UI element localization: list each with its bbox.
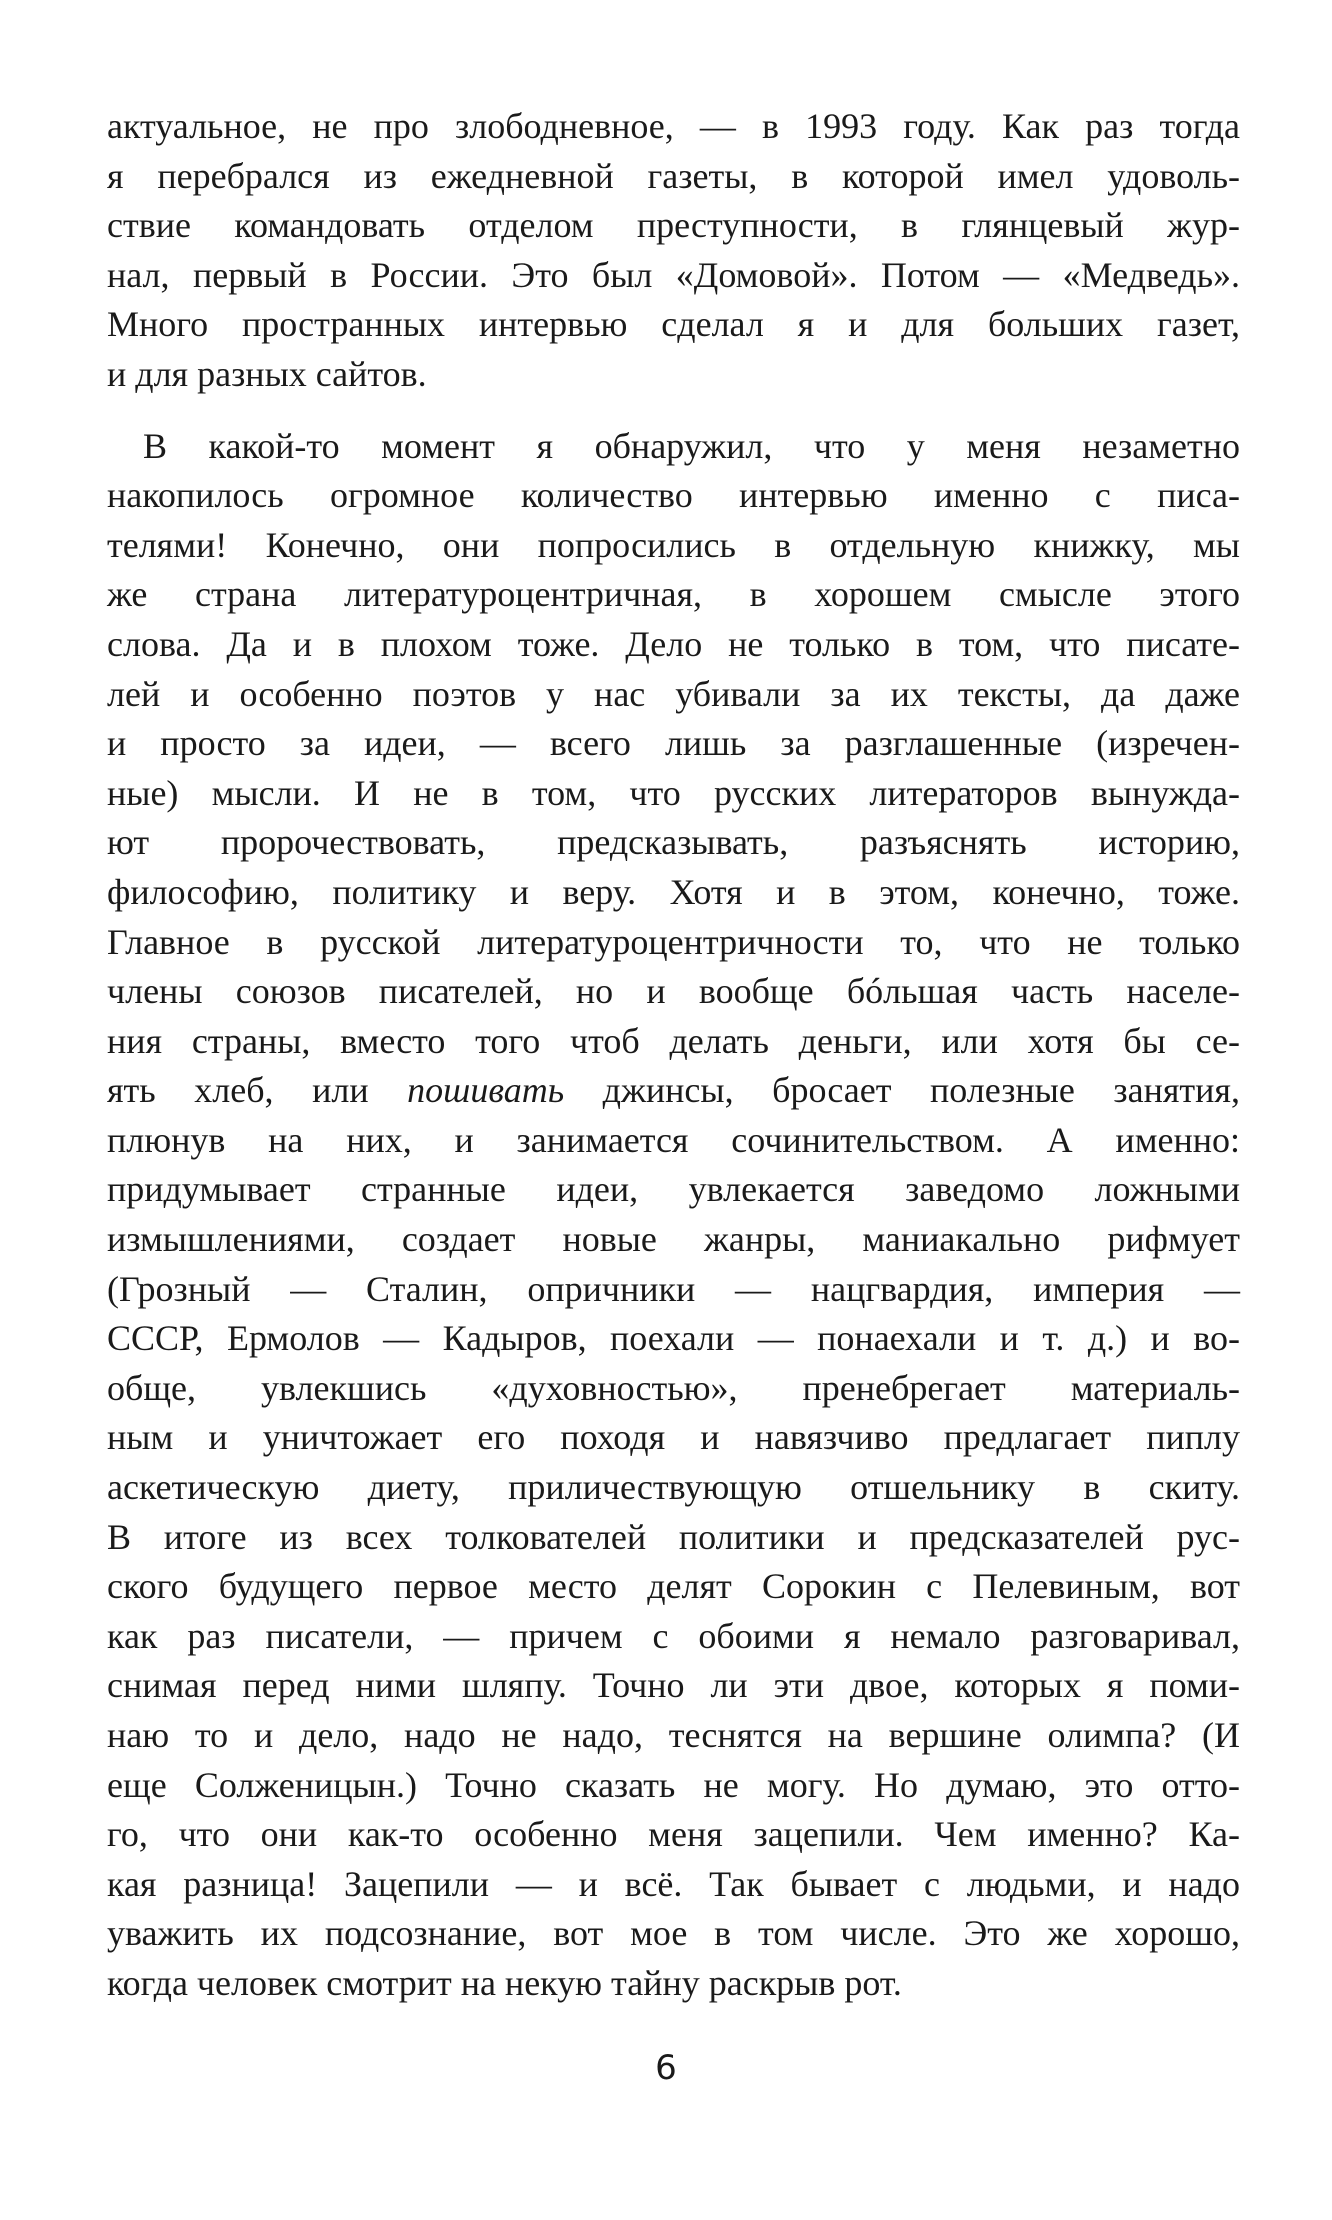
text-line: телями! Конечно, они попросились в отдельную книжку, мы (107, 524, 1240, 565)
text-line: наю то и дело, надо не надо, теснятся на вершине олимпа? (И (107, 1715, 1240, 1755)
text-line: актуальное, не про злободневное, — в 1993 году. Как раз тогда (107, 106, 1240, 146)
text-line: кая разница! Зацепили — и всё. Так бывает с людьми, и надо (107, 1863, 1240, 1904)
text-line: Много пространных интервью сделал я и для больших газет, (107, 304, 1240, 345)
text-line: лей и особенно поэтов у нас убивали за их тексты, да даже (107, 673, 1240, 714)
text-line: аскетическую диету, приличествующую отшельнику в скиту. (107, 1467, 1240, 1508)
text-line: ные) мысли. И не в том, что русских литераторов вынужда- (107, 772, 1240, 813)
text-line: слова. Да и в плохом тоже. Дело не только в том, что писате- (107, 623, 1240, 664)
text-line: СССР, Ермолов — Кадыров, поехали — понаехали и т. д.) и во- (107, 1318, 1240, 1359)
text-line: ять хлеб, или пошивать джинсы, бросает полезные занятия, (107, 1070, 1240, 1111)
paragraph (107, 102, 1240, 400)
text-line: ского будущего первое место делят Сорокин с Пелевиным, вот (107, 1566, 1240, 1607)
text-line: еще Солженицын.) Точно сказать не могу. Но думаю, это отто- (107, 1764, 1240, 1805)
text-line: В какой-то момент я обнаружил, что у меня незаметно (143, 425, 1240, 466)
text-line: ют пророчествовать, предсказывать, разъяснять историю, (107, 822, 1240, 863)
text-line: ным и уничтожает его походя и навязчиво предлагает пиплу (107, 1417, 1240, 1458)
text-line: (Грозный — Сталин, опричники — нацгвардия, империя — (107, 1268, 1240, 1309)
text-line: уважить их подсознание, вот мое в том числе. Это же хорошо, (107, 1913, 1240, 1954)
body-text (107, 102, 1240, 2009)
text-line: философию, политику и веру. Хотя и в этом, конечно, тоже. (107, 871, 1240, 912)
text-line: нал, первый в России. Это был «Домовой». Потом — «Медведь». (107, 254, 1240, 295)
text-line: и просто за идеи, — всего лишь за разглашенные (изречен- (107, 723, 1240, 764)
text-line: го, что они как-то особенно меня зацепили. Чем именно? Ка- (107, 1814, 1240, 1855)
text-line: накопилось огромное количество интервью именно с писа- (107, 475, 1240, 516)
emphasized-word: пошивать (407, 1070, 565, 1111)
text-line: В итоге из всех толкователей политики и предсказателей рус- (107, 1516, 1240, 1557)
paragraph-gap (107, 400, 1240, 422)
text-line: я перебрался из ежедневной газеты, в которой имел удоволь- (107, 155, 1240, 196)
text-line: придумывает странные идеи, увлекается заведомо ложными (107, 1169, 1240, 1210)
text-line: и для разных сайтов. (107, 353, 427, 394)
text-line: как раз писатели, — причем с обоими я немало разговаривал, (107, 1615, 1240, 1656)
text-line: когда человек смотрит на некую тайну раскрыв рот. (107, 1962, 902, 2003)
text-line: снимая перед ними шляпу. Точно ли эти двое, которых я поми- (107, 1665, 1240, 1706)
paragraph (107, 422, 1240, 2009)
text-line: Главное в русской литературоцентричности то, что не только (107, 921, 1240, 962)
text-line: же страна литературоцентричная, в хорошем смысле этого (107, 574, 1240, 615)
text-line: члены союзов писателей, но и вообще бóльшая часть населе- (107, 971, 1240, 1012)
page-number: 6 (655, 2048, 677, 2088)
text-line: измышлениями, создает новые жанры, маниакально рифмует (107, 1219, 1240, 1260)
text-line: ствие командовать отделом преступности, в глянцевый жур- (107, 205, 1240, 246)
text-line: ния страны, вместо того чтоб делать деньги, или хотя бы се- (107, 1020, 1240, 1061)
text-line: плюнув на них, и занимается сочинительством. А именно: (107, 1119, 1240, 1160)
text-line: обще, увлекшись «духовностью», пренебрегает материаль- (107, 1367, 1240, 1408)
